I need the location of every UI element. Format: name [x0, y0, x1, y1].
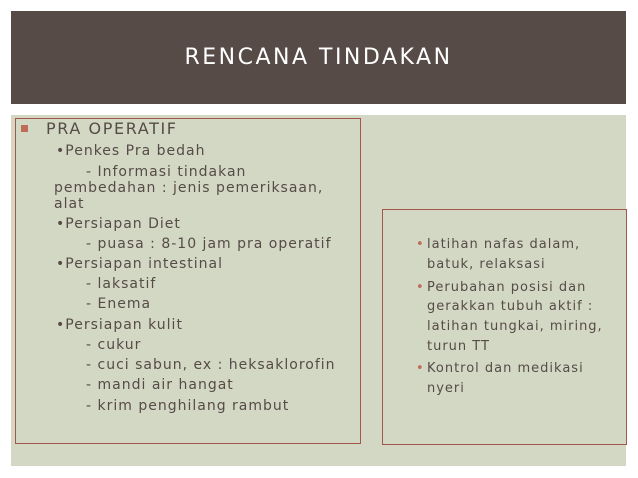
list-item: alat	[54, 196, 85, 212]
list-item: •Persiapan kulit	[56, 317, 183, 333]
section-heading: PRA OPERATIF	[46, 119, 178, 138]
list-item: - cukur	[86, 337, 142, 353]
slide-title: RENCANA TINDAKAN	[184, 45, 453, 70]
list-item: latihan tungkai, miring,	[427, 319, 603, 334]
list-item: - Informasi tindakan	[86, 164, 247, 180]
list-item: Perubahan posisi dan	[427, 280, 587, 295]
list-item: nyeri	[427, 381, 465, 396]
square-bullet-icon	[21, 125, 28, 132]
list-item: - Enema	[86, 296, 152, 312]
list-item: - mandi air hangat	[86, 377, 234, 393]
list-item: turun TT	[427, 339, 490, 354]
bullet-dot-icon: •	[416, 237, 425, 252]
title-bar	[11, 11, 626, 104]
list-item: - cuci sabun, ex : heksaklorofin	[86, 357, 336, 373]
list-item: Kontrol dan medikasi	[427, 361, 584, 376]
list-item: - laksatif	[86, 276, 157, 292]
list-item: •Persiapan Diet	[56, 216, 181, 232]
list-item: pembedahan : jenis pemeriksaan,	[54, 180, 324, 196]
bullet-dot-icon: •	[416, 280, 425, 295]
bullet-dot-icon: •	[416, 361, 425, 376]
list-item: - krim penghilang rambut	[86, 398, 290, 414]
list-item: •Persiapan intestinal	[56, 256, 224, 272]
list-item: batuk, relaksasi	[427, 257, 546, 272]
list-item: - puasa : 8-10 jam pra operatif	[86, 236, 332, 252]
list-item: gerakkan tubuh aktif :	[427, 299, 594, 314]
list-item: •Penkes Pra bedah	[56, 143, 206, 159]
list-item: latihan nafas dalam,	[427, 237, 581, 252]
